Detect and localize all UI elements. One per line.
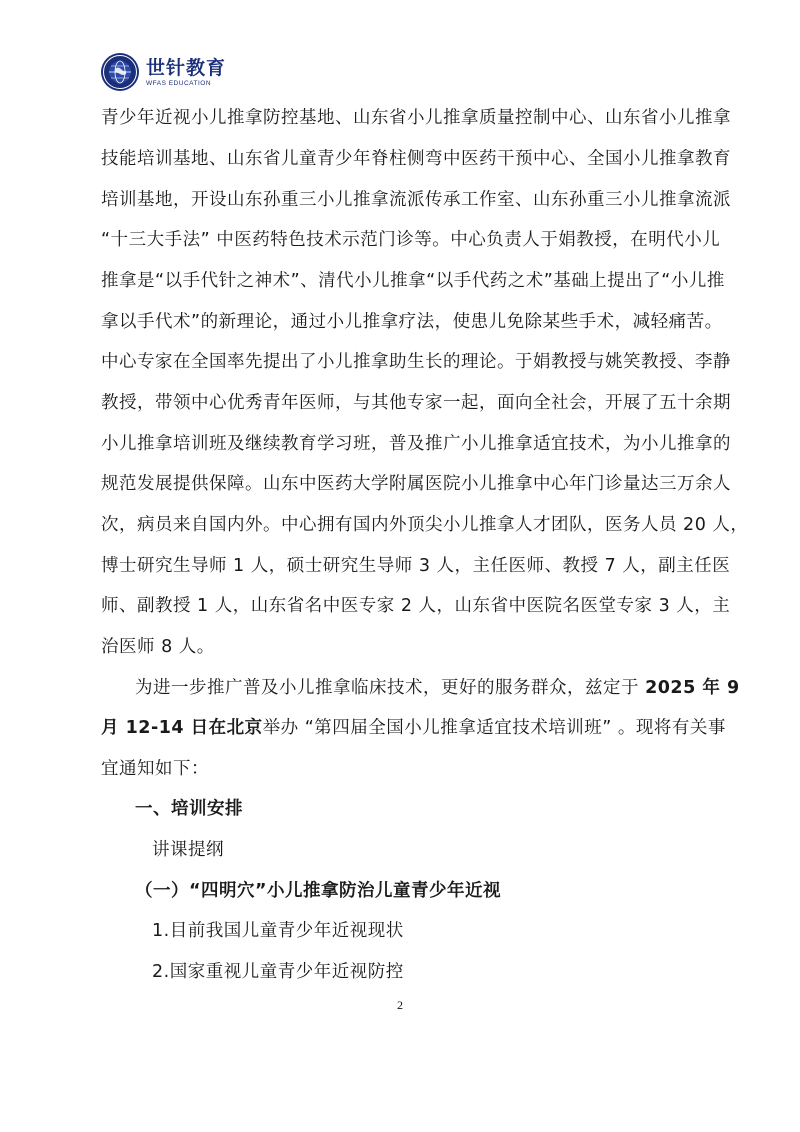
paragraph-line: 推拿是“以手代针之神术”、清代小儿推拿“以手代药之术”基础上提出了“小儿推 [101,271,725,291]
organization-logo [100,52,226,92]
paragraph-line: 青少年近视小儿推拿防控基地、山东省小儿推拿质量控制中心、山东省小儿推拿 [101,108,731,128]
page-number: 2 [397,998,403,1012]
paragraph-line: 教授，带领中心优秀青年医师，与其他专家一起，面向全社会，开展了五十余期 [101,393,731,413]
paragraph-line: 小儿推拿培训班及继续教育学习班，普及推广小儿推拿适宜技术，为小儿推拿的 [101,434,731,454]
paragraph-line: 次，病员来自国内外。中心拥有国内外顶尖小儿推拿人才团队，医务人员 20 人， [101,515,749,535]
paragraph-line: 规范发展提供保障。山东中医药大学附属医院小儿推拿中心年门诊量达三万余人 [101,474,731,494]
paragraph-line: 中心专家在全国率先提出了小儿推拿助生长的理论。于娟教授与姚笑教授、李静 [101,352,731,372]
paragraph-line: 师、副教授 1 人，山东省名中医专家 2 人，山东省中医院名医堂专家 3 人，主 [101,596,731,616]
event-year-month: 2025 年 9 [645,678,740,698]
paragraph-line: 博士研究生导师 1 人，硕士研究生导师 3 人，主任医师、教授 7 人，副主任医 [101,556,731,576]
paragraph-line: 治医师 8 人。 [101,637,215,657]
sub-heading: （一）“四明穴”小儿推拿防治儿童青少年近视 [135,881,502,901]
paragraph-line: 拿以手代术”的新理论，通过小儿推拿疗法，使患儿免除某些手术，减轻痛苦。 [101,312,723,332]
list-item: 2.国家重视儿童青少年近视防控 [152,962,404,982]
paragraph-line [101,716,726,740]
section-heading: 一、培训安排 [135,799,243,819]
logo-name-en: WFAS EDUCATION [146,80,212,87]
paragraph-line: 培训基地，开设山东孙重三小儿推拿流派传承工作室、山东孙重三小儿推拿流派 [101,190,731,210]
paragraph-text: 举办 “第四届全国小儿推拿适宜技术培训班” 。现将有关事 [262,718,726,738]
event-date-location: 月 12-14 日在北京 [101,718,263,738]
paragraph-text: 为进一步推广普及小儿推拿临床技术，更好的服务群众，兹定于 [135,678,646,698]
paragraph-line: 技能培训基地、山东省儿童青少年脊柱侧弯中医药干预中心、全国小儿推拿教育 [101,149,731,169]
sub-label: 讲课提纲 [152,840,224,860]
paragraph-line [135,676,740,700]
paragraph-line: “十三大手法” 中医药特色技术示范门诊等。中心负责人于娟教授，在明代小儿 [101,230,721,250]
globe-logo-icon [100,52,140,92]
paragraph-line: 宜通知如下： [101,759,209,779]
list-item: 1.目前我国儿童青少年近视现状 [152,921,404,941]
logo-name-cn: 世针教育 [146,57,227,79]
